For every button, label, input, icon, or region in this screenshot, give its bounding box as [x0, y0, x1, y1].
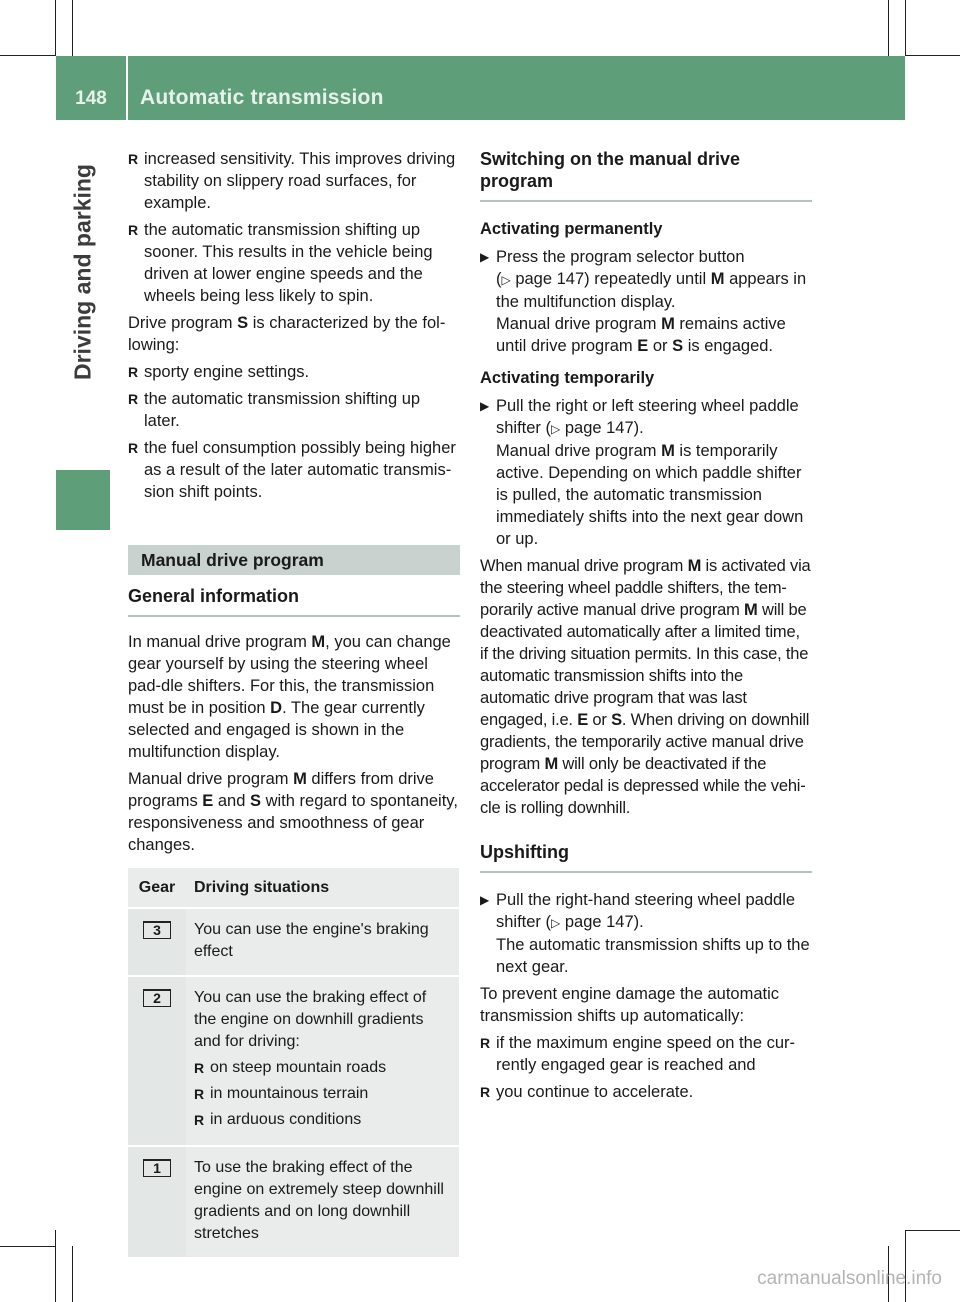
- list-item: R the fuel consumption possibly being higher as a result of the later automatic transmis-sion shift points.: [128, 439, 456, 501]
- crop-mark: [905, 55, 960, 56]
- bullet-icon: R: [480, 1035, 491, 1051]
- bullet-icon: R: [194, 1060, 205, 1076]
- list-item: R the automatic transmission shifting up sooner. This results in the vehicle being driven at lower engine speeds and the wheels being less likely to spin.: [128, 221, 433, 305]
- table-row: 1 To use the braking effect of the engine on extremely steep downhill gradients and on long downhill stretches: [128, 1146, 459, 1257]
- crop-mark: [55, 0, 56, 56]
- instruction-step: ▶ Pull the right or left steering wheel paddle shifter (▷ page 147). Manual drive program M is temporarily active. Depending on which paddle shifter is pulled, the automatic transmission immediately shifts into the next gear down or up.: [480, 397, 804, 548]
- list-item: R in mountainous terrain: [194, 1083, 451, 1105]
- bullet-icon: R: [128, 391, 139, 407]
- paragraph: When manual drive program M is activated via the steering wheel paddle shifters, the tem-porarily active manual drive program M will be deactivated automatically after a limited time, if the driving situation permits. In this case, the automatic transmission shifts into the automatic drive program that was last engaged, i.e. E or S. When driving on downhill gradients, the temporarily active manual drive program M will only be deactivated if the accelerator pedal is depressed while the vehi-cle is rolling downhill.: [480, 557, 811, 817]
- paragraph: In manual drive program M, you can change gear yourself by using the steering wheel pad-dle shifters. For this, the transmission must be in position D. The gear currently selected and engaged is shown in the multifunction display.: [128, 633, 451, 761]
- table-header: [128, 868, 459, 908]
- crop-mark: [55, 1230, 56, 1302]
- crop-mark: [72, 1246, 73, 1302]
- instruction-step: ▶ Press the program selector button (▷ page 147) repeatedly until M appears in the multifunction display. Manual drive program M remains active until drive program E or S is engaged.: [480, 248, 807, 355]
- list-item: R if the maximum engine speed on the cur-rently engaged gear is reached and: [480, 1034, 795, 1074]
- bullet-icon: R: [480, 1084, 491, 1100]
- page-reference-link[interactable]: ▷ page 147: [501, 270, 585, 288]
- gear-2-icon: 2: [143, 989, 171, 1007]
- page-ref-icon: ▷: [501, 273, 511, 287]
- side-tab-label: Driving and parking: [69, 164, 96, 380]
- bullet-icon: R: [194, 1112, 205, 1128]
- list-item: R on steep mountain roads: [194, 1057, 451, 1079]
- gear-3-icon: 3: [143, 921, 171, 939]
- bullet-icon: R: [128, 222, 139, 238]
- subsection-title: Activating temporarily: [480, 369, 655, 387]
- list-item: R sporty engine settings.: [128, 363, 310, 381]
- list-item: R you continue to accelerate.: [480, 1083, 694, 1101]
- list-item: R in arduous conditions: [194, 1109, 451, 1131]
- paragraph: To prevent engine damage the automatic transmission shifts up automatically:: [480, 985, 780, 1025]
- page-number: 148: [75, 88, 107, 109]
- crop-mark: [0, 55, 56, 56]
- list-item: R increased sensitivity. This improves driving stability on slippery road surfaces, for example.: [128, 150, 456, 212]
- crop-mark: [905, 0, 906, 56]
- page-title: Automatic transmission: [140, 86, 384, 109]
- crop-mark: [888, 0, 889, 56]
- step-arrow-icon: ▶: [480, 893, 490, 907]
- left-column: [128, 148, 460, 1257]
- right-column: [480, 148, 812, 1108]
- step-arrow-icon: ▶: [480, 250, 490, 264]
- crop-mark: [905, 1230, 960, 1231]
- crop-mark: [0, 1246, 56, 1247]
- instruction-step: ▶ Pull the right-hand steering wheel paddle shifter (▷ page 147). The automatic transmission shifts up to the next gear.: [480, 891, 810, 976]
- paragraph: Drive program S is characterized by the fol-lowing:: [128, 314, 446, 354]
- paragraph: Manual drive program M differs from drive programs E and S with regard to spontaneity, responsiveness and smoothness of gear changes.: [128, 770, 458, 854]
- page-reference-link[interactable]: ▷ page 147: [551, 419, 634, 437]
- section-title: Switching on the manual drive program: [480, 148, 812, 202]
- subsection-title: Upshifting: [480, 841, 812, 873]
- bullet-icon: R: [128, 440, 139, 456]
- column-header-gear: Gear: [128, 868, 186, 908]
- step-arrow-icon: ▶: [480, 399, 490, 413]
- side-tab-marker: [56, 470, 110, 530]
- bullet-icon: R: [194, 1086, 205, 1102]
- list-item: R the automatic transmission shifting up later.: [128, 390, 421, 430]
- footer-watermark: carmanualsonline.info: [757, 1268, 942, 1289]
- page-ref-icon: ▷: [551, 422, 561, 436]
- gear-table: [128, 868, 459, 1257]
- crop-mark: [905, 1230, 906, 1302]
- subsection-title: Activating permanently: [480, 220, 663, 238]
- header-separator: [126, 56, 128, 120]
- subsection-title: General information: [128, 585, 460, 617]
- gear-1-icon: 1: [143, 1159, 171, 1177]
- table-row: 2 You can use the braking effect of the engine on downhill gradients and for driving: R on steep mountain roads R in mountainous terrain R in arduous conditions: [128, 976, 459, 1146]
- bullet-icon: R: [128, 151, 139, 167]
- crop-mark: [72, 0, 73, 56]
- column-header-situations: Driving situations: [186, 868, 459, 908]
- table-row: 3 You can use the engine's braking effect: [128, 908, 459, 976]
- page-reference-link[interactable]: ▷ page 147: [551, 913, 634, 931]
- page-ref-icon: ▷: [551, 916, 561, 930]
- section-title: Manual drive program: [128, 545, 460, 575]
- bullet-icon: R: [128, 364, 139, 380]
